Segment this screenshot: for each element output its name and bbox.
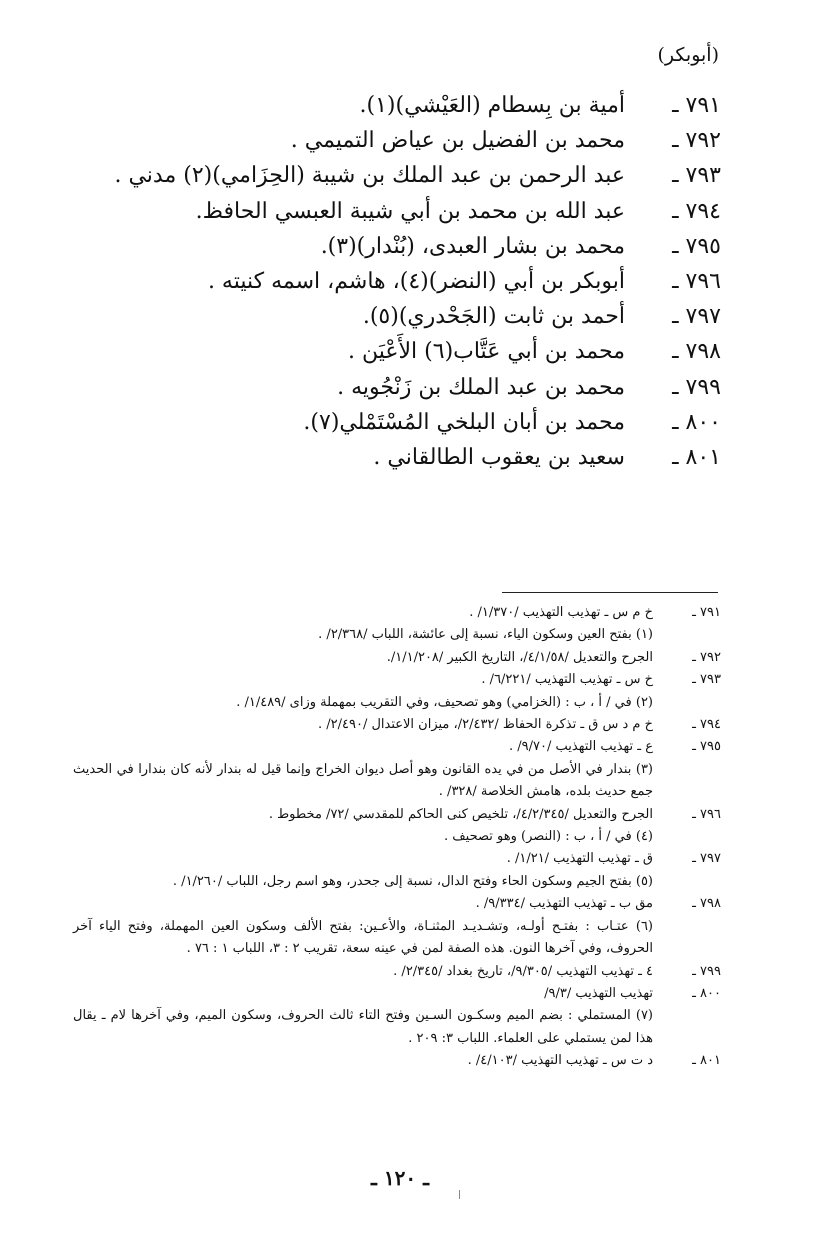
note-number: ٧٩٢ ـ: [692, 649, 721, 665]
page-number: ـ ١٢٠ ـ: [371, 1166, 429, 1190]
footnote: [73, 759, 721, 804]
entry-number: ٨٠١ ـ: [672, 444, 721, 470]
entry-number: ٧٩٩ ـ: [672, 374, 721, 400]
entry-number: ٧٩٢ ـ: [672, 128, 721, 154]
entry-text: أبوبكر بن أبي (النضر)(٤)، هاشم، اسمه كنيته .: [207, 268, 625, 294]
entry-row: [81, 194, 721, 229]
entry-row: [81, 264, 721, 299]
note-text: (٧) المستملي : بضم الميم وسكـون السـين وفتح التاء ثالث الحروف، وسكون الميم، وفي آخرها لام ـ يقال هذا لمن يستملي على العلماء. اللباب ٣: ٢٠٩ .: [73, 1008, 653, 1046]
entry-text: محمد بن أبان البلخي المُسْتَمْلي(٧).: [303, 409, 625, 435]
footnote: [73, 871, 721, 893]
entry-row: [81, 123, 721, 158]
entry-number: ٧٩٥ ـ: [672, 233, 721, 259]
note-number: ٧٩٣ ـ: [692, 672, 721, 688]
note-text: (٤) في / أ ، ب : (النصر) وهو تصحيف .: [443, 829, 653, 845]
note-number: ٨٠٠ ـ: [692, 985, 721, 1001]
print-speck: [459, 1190, 460, 1199]
source-note: [73, 714, 721, 736]
note-text: مق ب ـ تهذيب التهذيب /٩/٣٣٤/ .: [475, 896, 653, 912]
entry-number: ٧٩١ ـ: [672, 93, 721, 118]
note-text: (٣) بندار في الأصل من في يده القانون وهو أصل ديوان الخراج وإنما قيل له بندار لأنه كان بندارا في الحديث جمع حديث بلده، هامش الخلاصة /٣٢٨/ .: [73, 761, 653, 800]
footnote: [73, 624, 721, 646]
entry-row: [81, 405, 721, 440]
entries-list: [81, 88, 721, 475]
entry-row: [81, 299, 721, 334]
entry-text: محمد بن الفضيل بن عياض التميمي .: [290, 128, 625, 154]
entry-row: [81, 158, 721, 193]
entry-number: ٨٠٠ ـ: [672, 409, 721, 435]
note-number: ٧٩٩ ـ: [692, 963, 721, 979]
note-text: خ م د س ق ـ تذكرة الحفاظ /٢/٤٣٢/، ميزان الاعتدال /٢/٤٩٠/ .: [317, 717, 653, 733]
note-number: ٧٩١ ـ: [692, 605, 721, 620]
source-note: [73, 669, 721, 691]
note-number: ٧٩٤ ـ: [692, 717, 721, 733]
entry-row: [81, 370, 721, 405]
footnote: [73, 692, 721, 714]
note-number: ٧٩٥ ـ: [692, 739, 721, 755]
note-text: الجرح والتعديل /٤/٢/٣٤٥/، تلخيص كنى الحاكم للمقدسي /٧٢/ مخطوط .: [268, 806, 653, 822]
entry-text: أمية بن بِسطام (العَيْشي)(١).: [359, 93, 625, 118]
note-text: الجرح والتعديل /٤/١/٥٨/، التاريخ الكبير /١/١/٢٠٨/.: [386, 649, 653, 665]
note-text: (٢) في / أ ، ب : (الخزامي) وهو تصحيف، وفي التقريب بمهملة وزاى /١/٤٨٩/ .: [236, 694, 653, 710]
entry-row: [81, 88, 721, 123]
entry-number: ٧٩٣ ـ: [672, 163, 721, 189]
entry-number: ٧٩٤ ـ: [672, 198, 721, 224]
note-text: خ م س ـ تهذيب التهذيب /١/٣٧٠/ .: [469, 605, 653, 620]
note-text: ق ـ تهذيب التهذيب /١/٢١/ .: [506, 851, 653, 867]
entry-row: [81, 229, 721, 264]
source-note: [73, 804, 721, 826]
note-number: ٨٠١ ـ: [692, 1053, 721, 1069]
note-text: ٤ ـ تهذيب التهذيب /٩/٣٠٥/، تاريخ بغداد /٢/٣٤٥/ .: [393, 963, 653, 979]
footnote-rule: [502, 592, 718, 593]
source-note: [73, 1050, 721, 1072]
source-note: [73, 647, 721, 669]
note-text: ع ـ تهذيب التهذيب /٩/٧٠/ .: [509, 739, 653, 755]
source-note: [73, 602, 721, 624]
note-number: ٧٩٨ ـ: [692, 896, 721, 912]
footnote: [73, 916, 721, 961]
entry-number: ٧٩٦ ـ: [672, 268, 721, 294]
note-text: (٦) عتـاب : بفتـح أولـه، وتشـديـد المثنـاة، والأعـين: بفتح الألف وسكون العين المهملة، وفتح الياء آخر الحروف، وفي آخرها النون. هذه الصفة لمن في عينه سعة، تقريب ٢ : ٣، اللباب ١ : ٧٦ .: [73, 918, 653, 957]
entry-row: [81, 440, 721, 475]
entry-text: عبد الرحمن بن عبد الملك بن شيبة (الحِزَامي)(٢) مدني .: [114, 163, 625, 189]
note-text: (٥) بفتح الجيم وسكون الحاء وفتح الدال، نسبة إلى جحدر، وهو اسم رجل، اللباب /١/٢٦٠/ .: [172, 873, 653, 889]
footnote: [73, 1005, 721, 1050]
note-text: (١) بفتح العين وسكون الياء، نسبة إلى عائشة، اللباب /٢/٣٦٨/ .: [318, 627, 653, 643]
source-note: [73, 893, 721, 915]
source-note: [73, 983, 721, 1005]
running-head: (أبوبكر): [657, 44, 719, 66]
note-text: خ س ـ تهذيب التهذيب /٦/٢٢١/ .: [481, 672, 653, 688]
note-number: ٧٩٦ ـ: [692, 806, 721, 822]
source-note: [73, 961, 721, 983]
entry-text: عبد الله بن محمد بن أبي شيبة العبسي الحافظ.: [195, 198, 625, 224]
note-number: ٧٩٧ ـ: [692, 851, 721, 867]
entry-text: سعيد بن يعقوب الطالقاني .: [373, 444, 625, 470]
note-text: د ت س ـ تهذيب التهذيب /٤/١٠٣/ .: [467, 1053, 653, 1069]
entry-text: محمد بن عبد الملك بن زَنْجُويه .: [337, 374, 625, 400]
entry-number: ٧٩٨ ـ: [672, 339, 721, 365]
entry-row: [81, 334, 721, 369]
footnote: [73, 826, 721, 848]
source-note: [73, 848, 721, 870]
entry-text: محمد بن بشار العبدى، (بُنْدار)(٣).: [320, 233, 625, 259]
entry-text: أحمد بن ثابت (الجَحْدري)(٥).: [362, 304, 625, 330]
notes-list: [73, 602, 721, 1073]
note-text: تهذيب التهذيب /٩/٣/: [544, 985, 653, 1001]
entry-number: ٧٩٧ ـ: [672, 304, 721, 330]
source-note: [73, 736, 721, 758]
entry-text: محمد بن أبي عَتَّاب(٦) الأَعْيَن .: [348, 339, 625, 365]
